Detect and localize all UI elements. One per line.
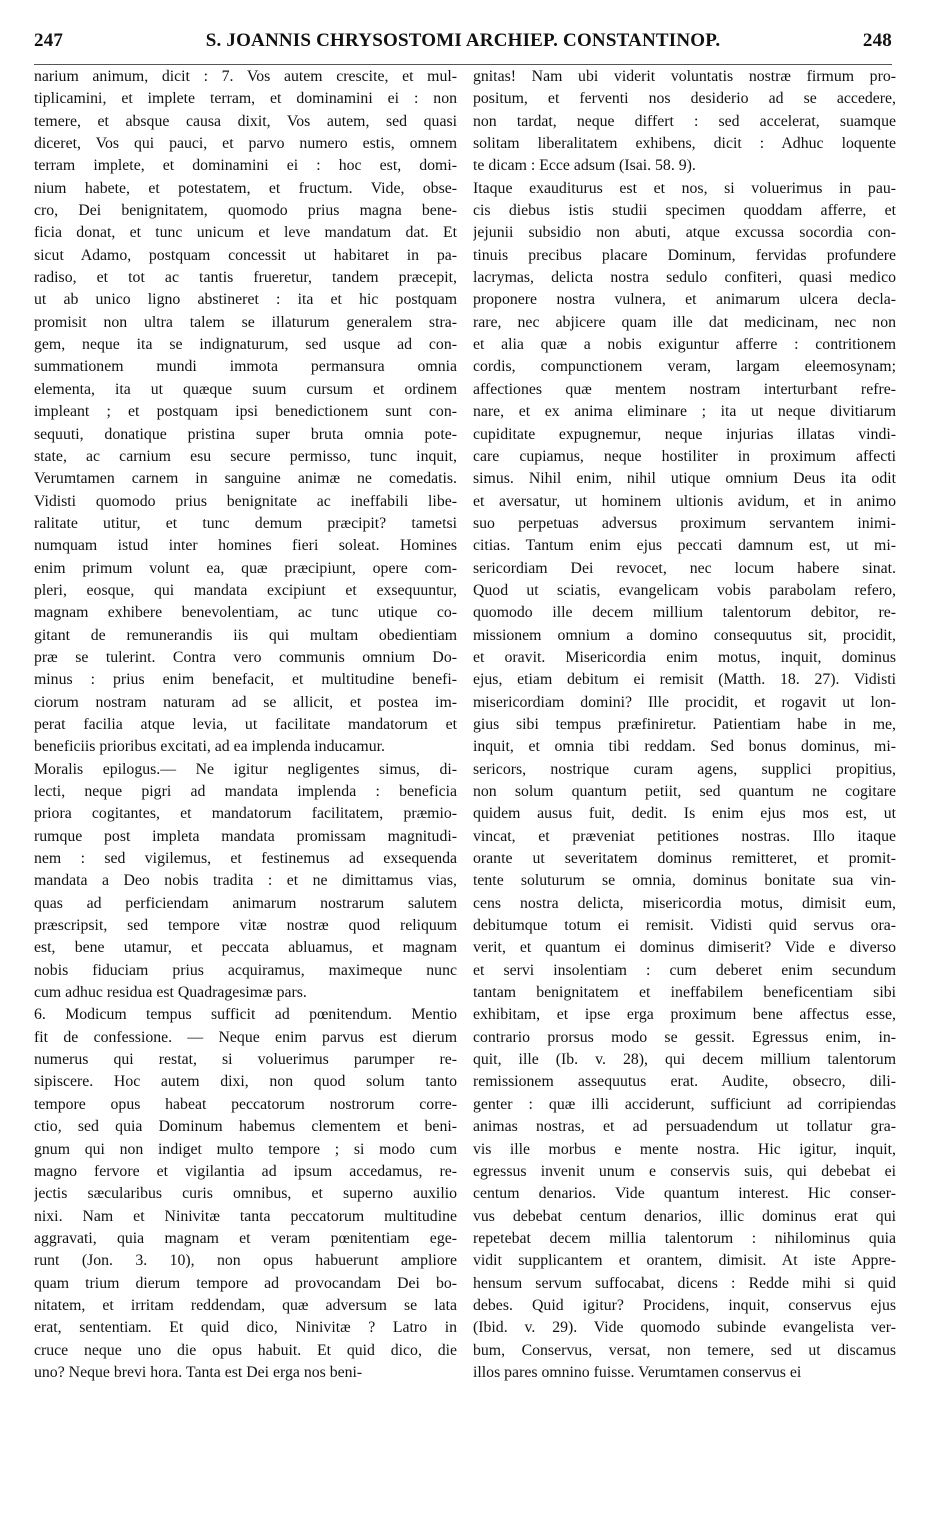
text-line: tinuis precibus placare Dominum, fervidas profundere [473,246,896,264]
text-line: præscripsit, sed tempore vitæ nostræ quod reliquum [34,917,457,935]
text-line: state, ac carnium esu secure permisso, tunc inquit, [34,447,457,465]
text-line: egressus invenit unum e conservis suis, qui debebat ei [473,1162,896,1180]
text-line: narium animum, dicit : 7. Vos autem crescite, et mul- [34,68,457,85]
right-column [473,66,896,1384]
text-line: hensum servum suffocabat, dicens : Redde mihi si quid [473,1274,896,1292]
text-line: summationem mundi immota permansura omnia [34,358,457,376]
text-line: cis diebus istis studii specimen quoddam afferre, et [473,202,896,220]
text-line: Moralis epilogus.— Ne igitur negligentes simus, di- [34,760,457,778]
text-line: est, bene utamur, et peccata abluamus, et magnam [34,939,457,957]
text-line: quam trium dierum tempore ad provocandam Dei bo- [34,1274,457,1292]
text-line: care cupiamus, neque hostiliter in proximum affecti [473,447,896,465]
text-line: suo perpetuas adversus proximum servantem inimi- [473,514,896,532]
text-line: elementa, ita ut quæque suum cursum et ordinem [34,380,457,398]
text-line: exhibitam, et ipse erga proximum bene affectus esse, [473,1006,896,1024]
text-line: vidit supplicantem et orantem, dimisit. At iste Appre- [473,1252,896,1270]
text-line: te dicam : Ecce adsum (Isai. 58. 9). [473,157,696,175]
text-line: nitatem, et irritam reddendam, quæ adversum se lata [34,1296,457,1314]
text-line: positum, et ferventi nos desiderio ad se accedere, [473,90,896,108]
text-line: lacrymas, delicta nostra sedulo confiteri, quasi medico [473,269,896,287]
text-line: orante ut severitatem dominus remitteret, et promit- [473,850,896,868]
text-line: nixi. Nam et Ninivitæ tanta peccatorum multitudine [34,1207,457,1225]
text-line: misericordiam domini? Ille procidit, et rogavit ut lon- [473,693,896,711]
text-line: priora cogitantes, et mandatorum facilitatem, præmio- [34,805,457,823]
text-line: sequuti, donatique pristina super bruta omnia pote- [34,425,457,443]
text-line: lecti, neque pigri ad mandata implenda : beneficia [34,783,457,800]
text-line: Verumtamen carnem in sanguine animæ ne comedatis. [34,470,457,488]
text-line: sericors, nostrique curam agens, supplici propitius, [473,760,896,778]
text-line: nare, et ex anima eliminare ; ita ut neque divitiarum [473,403,896,421]
text-line: cupiditate expugnemur, neque injurias illatas vindi- [473,425,896,443]
text-line: non tardat, neque differt : sed accelerat, suamque [473,112,896,130]
text-line: cro, Dei benignitatem, quomodo prius magna bene- [34,202,457,220]
text-line: runt (Jon. 3. 10), non opus habuerunt ampliore [34,1252,457,1270]
text-line: quomodo ille decem millium talentorum debitor, re- [473,604,896,622]
text-line: cens nostra delicta, misericordia motus, dimisit eum, [473,894,896,912]
text-line: tempore opus habeat peccatorum nostrorum corre- [34,1095,457,1113]
text-line: proponere nostra vulnera, et animarum ulcera decla- [473,291,896,309]
text-line: mandata a Deo nobis tradita : et ne dimittamus vias, [34,872,457,890]
text-line: pleri, eosque, qui mandata excipiunt et exsequuntur, [34,581,457,599]
text-line: 6. Modicum tempus sufficit ad pœnitendum. Mentio [34,1006,457,1024]
text-line: genter : quæ illi acciderunt, sufficiunt ad corripiendas [473,1095,896,1113]
text-line: cum adhuc residua est Quadragesimæ pars. [34,984,307,1002]
text-line: numerus qui restat, si voluerimus parumper re- [34,1051,457,1069]
text-line: ejus, etiam debitum ei remisit (Matth. 18. 27). Vidisti [473,671,896,689]
text-line: sipiscere. Hoc autem dixi, non quod solum tanto [34,1073,457,1091]
text-line: verit, et quantum ei dominus dimiserit? Vide e diverso [473,939,896,957]
text-line: centum denarios. Vide quantum interest. Hic conser- [473,1185,896,1203]
text-line: missionem omnium a domino consequutus sit, procidit, [473,626,896,644]
text-line: terram implete, et dominamini ei : hoc est, domi- [34,157,457,175]
text-line: et aversatur, ut hominem ultionis avidum, et in animo [473,492,896,510]
text-line: quidem ausus fuit, dedit. Is enim ejus mos est, ut [473,805,896,823]
running-header [34,30,892,58]
text-line: et alia quæ a nobis exiguntur afferre : contritionem [473,336,896,354]
text-line: debes. Quid igitur? Procidens, inquit, conservus ejus [473,1296,896,1314]
text-line: (Ibid. v. 29). Vide quomodo subinde evangelista ver- [473,1319,896,1337]
text-line: uno? Neque brevi hora. Tanta est Dei erga nos beni- [34,1363,363,1381]
text-line: beneficiis prioribus excitati, ad ea implenda inducamur. [34,738,385,756]
running-title: S. JOANNIS CHRYSOSTOMI ARCHIEP. CONSTANTINOP. [205,30,721,51]
text-line: ficia donat, et tunc unicum et leve mandatum dat. Et [34,224,457,242]
text-line: temere, et absque causa dixit, Vos autem, sed quasi [34,112,457,130]
text-line: gnitas! Nam ubi viderit voluntatis nostræ firmum pro- [473,68,896,85]
text-line: tiplicamini, et implete terram, et dominamini ei : non [34,90,457,108]
text-line: ut ab unico ligno abstineret : ita et hic postquam [34,291,457,309]
text-line: perat facilia atque levia, ut facilitate mandatorum et [34,715,457,733]
text-line: aggravati, quia magnam et veram pœnitentiam ege- [34,1229,457,1247]
text-line: rare, nec abjicere quam ille dat medicinam, nec non [473,313,896,331]
text-line: ciorum nostram naturam ad se allicit, et postea im- [34,693,457,711]
left-column [34,66,457,1384]
text-line: promisit non ultra talem se illaturum generalem stra- [34,313,457,331]
text-line: quit, ille (Ib. v. 28), qui decem millium talentorum [473,1051,896,1069]
text-line: vincat, et præveniat petitiones nostras. Illo itaque [473,827,896,845]
page-number-left: 247 [34,30,64,51]
text-line: repetebat decem millia talentorum : nihilominus quia [473,1229,896,1247]
text-line: tente soluturum se omnia, dominus bonitate sua vin- [473,872,896,890]
text-line: vis ille morbus e mente nostra. Hic igitur, inquit, [473,1140,896,1158]
text-line: contrario prorsus modo se gessit. Egressus enim, in- [473,1028,896,1046]
text-line: Itaque exauditurus est et nos, si voluerimus in pau- [473,179,896,197]
text-line: vus debebat centum denarios, illic dominus erat qui [473,1207,896,1225]
text-line: diceret, Vos qui pauci, et parvo numero estis, omnem [34,135,457,153]
text-line: nium habete, et potestatem, et fructum. Vide, obse- [34,179,457,197]
text-line: remissionem assequutus erat. Audite, obsecro, dili- [473,1073,896,1091]
text-line: impleant ; et postquam ipsi benedictionem sunt con- [34,403,457,421]
text-line: ralitate utitur, et tunc demum præcipit? tametsi [34,514,457,532]
text-line: erat, sententiam. Et quid dico, Ninivitæ ? Latro in [34,1319,457,1337]
text-line: cordis, compunctionem veram, largam eleemosynam; [473,358,896,376]
text-line: simus. Nihil enim, nihil utique omnium Deus ita odit [473,470,896,488]
text-line: illos pares omnino fuisse. Verumtamen conservus ei [473,1363,802,1381]
text-line: quas ad perficiendam animarum nostrarum salutem [34,894,457,912]
text-line: inquit, et omnia tibi reddam. Sed bonus dominus, mi- [473,738,896,756]
text-line: magno fervore et vigilantia ad ipsum accedamus, re- [34,1162,457,1180]
text-line: fit de confessione. — Neque enim parvus est dierum [34,1028,457,1046]
text-line: debitumque totum ei remisit. Vidisti quid servus ora- [473,917,896,935]
text-line: gius sibi tempus præfiniretur. Patientiam habe in me, [473,715,896,733]
text-line: gitant de remunerandis iis qui multam obedientiam [34,626,457,644]
header-rule [34,64,892,65]
text-line: sicut Adamo, postquam concessit ut habitaret in pa- [34,246,457,264]
text-line: gnum qui non indiget multo tempore ; si modo cum [34,1140,457,1158]
text-line: minus : prius enim benefacit, et multitudine benefi- [34,671,457,689]
text-line: tantam benignitatem et ineffabilem beneficentiam sibi [473,984,896,1002]
text-line: nobis fiduciam prius acquiramus, maximeque nunc [34,961,457,979]
text-line: animas nostras, et ad persuadendum ut tollatur gra- [473,1118,896,1136]
text-line: jectis sæcularibus curis omnibus, et superno auxilio [34,1185,457,1203]
text-line: solitam liberalitatem exhibens, dicit : Adhuc loquente [473,135,896,153]
text-line: enim primum volunt ea, quæ præcipiunt, opere com- [34,559,457,577]
text-line: Vidisti quomodo prius benignitate ac ineffabili libe- [34,492,457,510]
text-line: gem, neque ita se indignaturum, sed usque ad con- [34,336,457,354]
text-line: præ se tulerint. Contra vero communis omnium Do- [34,648,457,666]
text-line: Quod ut sciatis, evangelicam vobis parabolam refero, [473,581,896,599]
text-line: cruce neque uno die opus habuit. Et quid dico, die [34,1341,457,1359]
text-line: radiso, et tot ac tantis frueretur, tandem præcepit, [34,269,457,287]
text-line: nem : sed vigilemus, et festinemus ad exsequenda [34,850,457,868]
text-line: rumque post impleta mandata promissam magnitudi- [34,827,457,845]
text-line: sericordiam Dei revocet, nec locum habere sinat. [473,559,896,577]
text-line: ctio, sed quia Dominum habemus clementem et beni- [34,1118,457,1136]
text-line: bum, Conservus, versat, non temere, sed ut discamus [473,1341,896,1359]
text-line: affectiones quæ mentem nostram interturbant refre- [473,380,896,398]
text-line: non solum quantum petiit, sed quantum ne cogitare [473,783,896,800]
text-line: numquam istud inter homines fieri soleat. Homines [34,537,457,555]
text-line: magnam exhibere benevolentiam, ac tunc utique co- [34,604,457,622]
text-line: citias. Tantum enim ejus peccati damnum est, ut mi- [473,537,896,555]
text-line: jejunii subsidio non abuti, atque excussa socordia con- [473,224,896,242]
page-number-right: 248 [862,30,892,51]
text-line: et oravit. Misericordia enim motus, inquit, dominus [473,648,896,666]
text-line: et servi insolentiam : cum deberet enim secundum [473,961,896,979]
